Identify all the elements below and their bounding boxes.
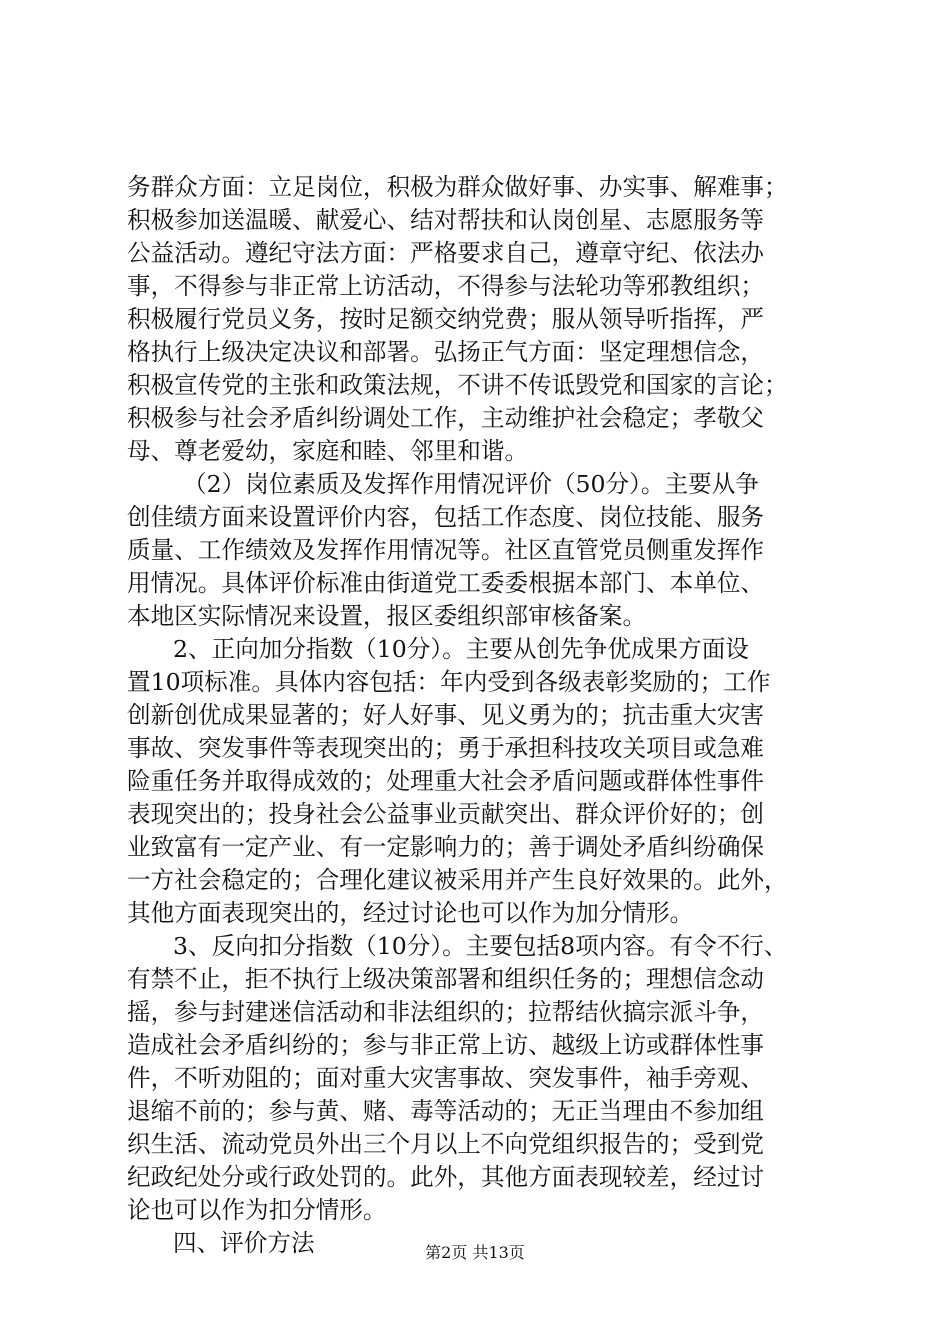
text-line: 事故、突发事件等表现突出的；勇于承担科技攻关项目或急难 [127, 734, 765, 762]
text-line: 退缩不前的；参与黄、赌、毒等活动的；无正当理由不参加组 [127, 1097, 765, 1125]
text-line: 论也可以作为扣分情形。 [127, 1196, 387, 1224]
text-line: 积极宣传党的主张和政策法规，不讲不传诋毁党和国家的言论； [127, 371, 788, 399]
text-line: 事，不得参与非正常上访活动，不得参与法轮功等邪教组织； [127, 272, 765, 300]
text-line: 织生活、流动党员外出三个月以上不向党组织报告的；受到党 [127, 1130, 765, 1158]
text-line: 公益活动。遵纪守法方面：严格要求自己，遵章守纪、依法办 [127, 239, 765, 267]
text-line: 积极参加送温暖、献爱心、结对帮扶和认岗创星、志愿服务等 [127, 206, 765, 234]
text-line: 造成社会矛盾纠纷的；参与非正常上访、越级上访或群体性事 [127, 1031, 765, 1059]
text-line: 本地区实际情况来设置，报区委组织部审核备案。 [127, 602, 647, 630]
text-line: 一方社会稳定的；合理化建议被采用并产生良好效果的。此外， [127, 866, 788, 894]
text-line: 用情况。具体评价标准由街道党工委委根据本部门、本单位、 [127, 569, 765, 597]
text-line: 创新创优成果显著的；好人好事、见义勇为的；抗击重大灾害 [127, 701, 765, 729]
text-line: 纪政纪处分或行政处罚的。此外，其他方面表现较差，经过讨 [127, 1163, 765, 1191]
text-line: 其他方面表现突出的，经过讨论也可以作为加分情形。 [127, 899, 694, 927]
text-line: 四、评价方法 [173, 1229, 315, 1257]
text-line: 摇，参与封建迷信活动和非法组织的；拉帮结伙搞宗派斗争， [127, 998, 765, 1026]
text-line: 积极参与社会矛盾纠纷调处工作，主动维护社会稳定；孝敬父 [127, 404, 765, 432]
text-line: （2）岗位素质及发挥作用情况评价（50分）。主要从争 [183, 470, 759, 498]
text-line: 有禁不止，拒不执行上级决策部署和组织任务的；理想信念动 [127, 965, 765, 993]
text-line: 置10项标准。具体内容包括：年内受到各级表彰奖励的；工作 [127, 668, 771, 696]
text-line: 创佳绩方面来设置评价内容，包括工作态度、岗位技能、服务 [127, 503, 765, 531]
page-footer: 第2页 共13页 [425, 1243, 525, 1262]
text-line: 积极履行党员义务，按时足额交纳党费；服从领导听指挥，严 [127, 305, 765, 333]
text-line: 质量、工作绩效及发挥作用情况等。社区直管党员侧重发挥作 [127, 536, 765, 564]
text-line: 业致富有一定产业、有一定影响力的；善于调处矛盾纠纷确保 [127, 833, 765, 861]
text-line: 表现突出的；投身社会公益事业贡献突出、群众评价好的；创 [127, 800, 765, 828]
text-line: 格执行上级决定决议和部署。弘扬正气方面：坚定理想信念， [127, 338, 765, 366]
text-line: 务群众方面：立足岗位，积极为群众做好事、办实事、解难事； [127, 173, 788, 201]
text-line: 母、尊老爱幼，家庭和睦、邻里和谐。 [127, 437, 529, 465]
text-line: 件，不听劝阻的；面对重大灾害事故、突发事件，袖手旁观、 [127, 1064, 765, 1092]
text-line: 3、反向扣分指数（10分）。主要包括8项内容。有令不行、 [173, 932, 788, 960]
text-line: 险重任务并取得成效的；处理重大社会矛盾问题或群体性事件 [127, 767, 765, 795]
text-line: 2、正向加分指数（10分）。主要从创先争优成果方面设 [173, 635, 749, 663]
document-body [127, 171, 827, 1260]
